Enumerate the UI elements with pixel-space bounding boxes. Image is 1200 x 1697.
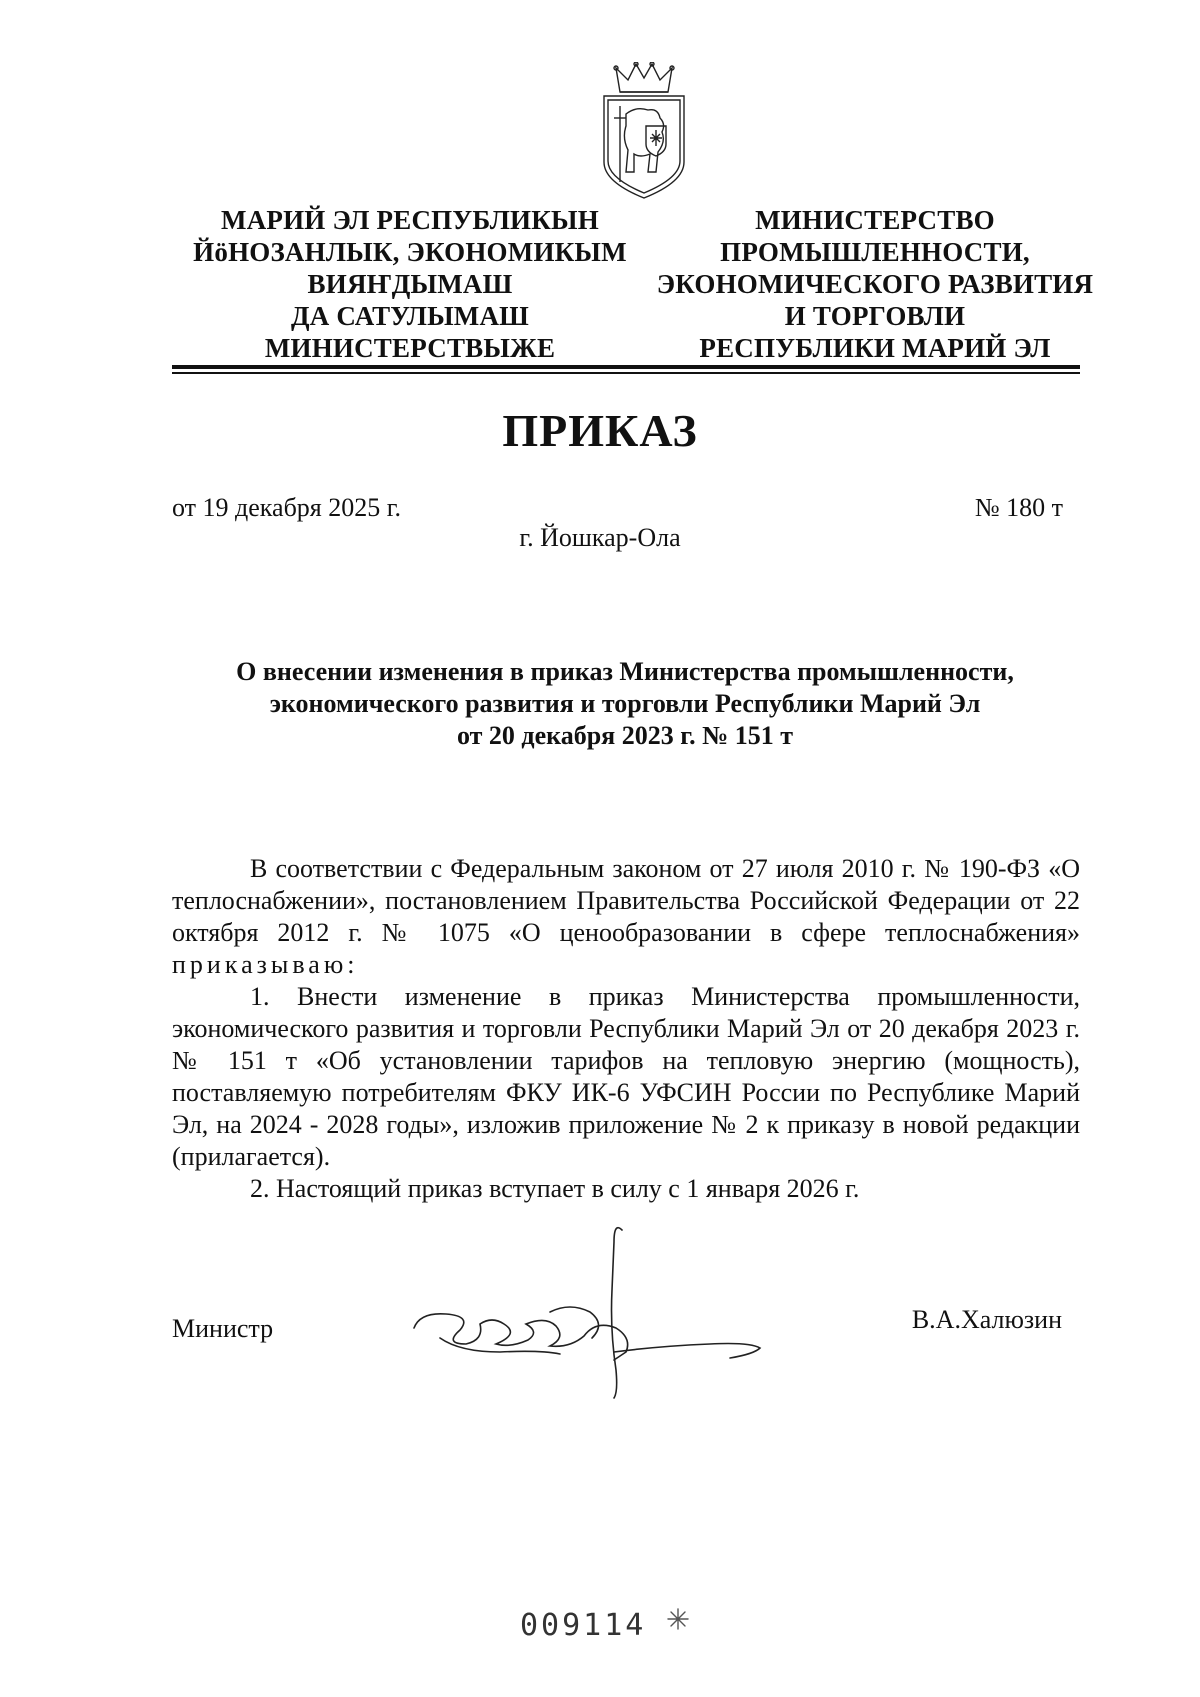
document-body bbox=[172, 853, 1080, 1205]
order-word: приказываю: bbox=[172, 950, 359, 979]
document-title: ПРИКАЗ bbox=[502, 405, 698, 456]
coat-of-arms-emblem bbox=[596, 62, 692, 202]
subject-line: от 20 декабря 2023 г. № 151 т bbox=[456, 721, 793, 750]
header-right-line: ЭКОНОМИЧЕСКОГО РАЗВИТИЯ bbox=[656, 269, 1094, 299]
document-number: № 180 т bbox=[974, 493, 1063, 522]
header-right-line: РЕСПУБЛИКИ МАРИЙ ЭЛ bbox=[699, 333, 1051, 363]
serial-number: 009114 bbox=[520, 1608, 647, 1643]
header-right-line: МИНИСТЕРСТВО bbox=[755, 205, 995, 235]
header-left-line: ЙӧНОЗАНЛЫК, ЭКОНОМИКЫМ bbox=[193, 237, 627, 267]
header-right-block bbox=[650, 204, 1100, 364]
header-left-line: ВИЯҤДЫМАШ bbox=[307, 269, 513, 299]
header-right-line: И ТОРГОВЛИ bbox=[784, 301, 966, 331]
signatory-name: В.А.Халюзин bbox=[911, 1305, 1062, 1334]
document-subject bbox=[170, 656, 1080, 752]
document-city: г. Йошкар-Ола bbox=[519, 523, 681, 552]
star-mark-icon bbox=[665, 1606, 691, 1632]
preamble-text: В соответствии с Федеральным законом от 27 июля 2010 г. № 190-ФЗ «О теплоснабжении», постановлением Правительства Российской Федерации от 22 октября 2012 г. № 1075 «О ценообразовании в сфере теплоснабжения» bbox=[172, 854, 1080, 947]
preamble-paragraph bbox=[172, 853, 1080, 981]
header-divider-thick bbox=[172, 365, 1080, 369]
header-left-line: МАРИЙ ЭЛ РЕСПУБЛИКЫН bbox=[221, 205, 599, 235]
header-left-block bbox=[175, 204, 645, 364]
header-right-line: ПРОМЫШЛЕННОСТИ, bbox=[720, 237, 1030, 267]
item-1-paragraph: 1. Внести изменение в приказ Министерства промышленности, экономического развития и торговли Республики Марий Эл от 20 декабря 2023 г. № 151 т «Об установлении тарифов на тепловую энергию (мощность), поставляемую потребителям ФКУ ИК-6 УФСИН России по Республике Марий Эл, на 2024 - 2028 годы», изложив приложение № 2 к приказу в новой редакции (прилагается). bbox=[172, 982, 1080, 1171]
subject-line: О внесении изменения в приказ Министерства промышленности, bbox=[236, 657, 1014, 686]
handwritten-signature bbox=[400, 1220, 840, 1400]
subject-line: экономического развития и торговли Республики Марий Эл bbox=[269, 689, 981, 718]
header-left-line: ДА САТУЛЫМАШ bbox=[290, 301, 530, 331]
header-divider-thin bbox=[172, 372, 1080, 374]
header-left-line: МИНИСТЕРСТВЫЖЕ bbox=[264, 333, 556, 363]
signatory-position: Министр bbox=[172, 1314, 274, 1343]
document-date: от 19 декабря 2025 г. bbox=[172, 493, 401, 522]
item-2-paragraph: 2. Настоящий приказ вступает в силу с 1 января 2026 г. bbox=[250, 1174, 860, 1203]
